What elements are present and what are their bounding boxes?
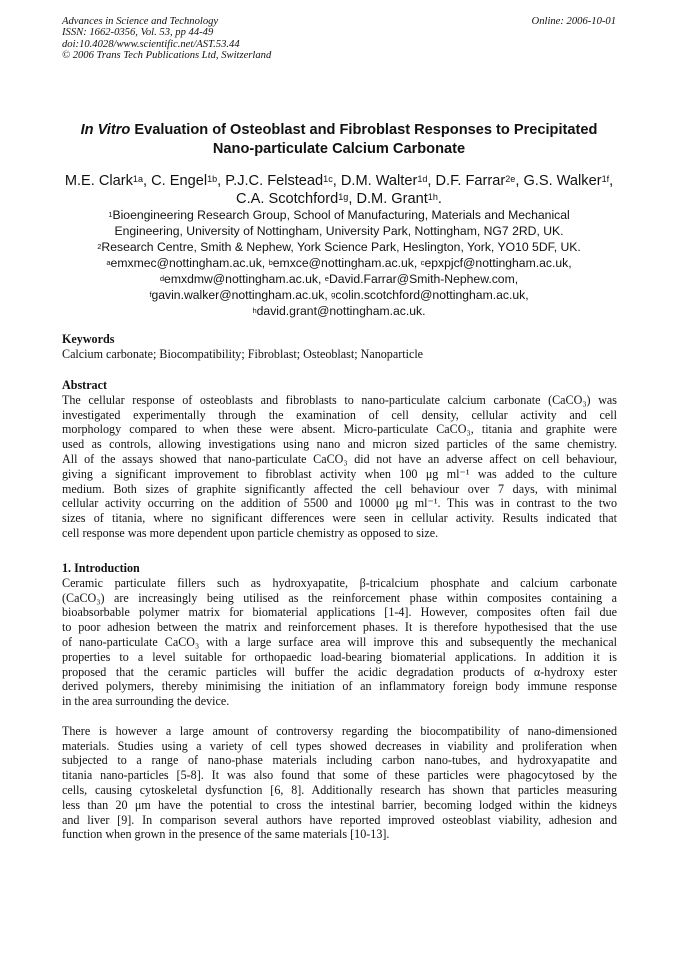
email-e[interactable]: David.Farrar@Smith-Nephew.com [328, 272, 515, 286]
intro-line: function when grown in the presence of the same materials [10-13]. [62, 827, 390, 842]
author-name: G.S. Walker [523, 173, 602, 189]
intro-line: There is however a large amount of controversy regarding the biocompatibility of nano-dimensioned [62, 723, 617, 738]
email-sup: e [324, 273, 329, 283]
intro-line: and liver [9]. In comparison several authors have reported improved osteoblast viability, adhesion and [62, 812, 617, 827]
issn: ISSN: 1662-0356, Vol. 53, pp 44-49 [62, 27, 214, 39]
email-d[interactable]: emxdmw@nottingham.ac.uk [164, 272, 318, 286]
intro-line: materials. Studies using a variety of cell types showed decreases in viability and proliferation when [62, 738, 617, 753]
paper-title [50, 121, 628, 159]
intro-line: (CaCO₃) are increasingly being utilised as the reinforcement phase within composites containing a [62, 590, 617, 605]
author-list: M.E. Clark$^{1a}$, C. Engel$^{1b}$, P.J.C. Felstead$^{1c}$, D.M. Walter$^{1d}$, D.F. Farrar$^{2e}$, G.S. Walker$^{1f}$, C.A. Scotchford$^{1g}$, D.M. Grant$^{1h}$. [64, 173, 614, 207]
email-a[interactable]: emxmec@nottingham.ac.uk [110, 256, 262, 270]
author-name: C.A. Scotchford [236, 191, 339, 207]
abstract-line: The cellular response of osteoblasts and fibroblasts to nano-particulate calcium carbonate (CaCO₃) was [62, 392, 617, 407]
email-sup: g [331, 289, 336, 299]
email-c[interactable]: epxpjcf@nottingham.ac.uk [424, 256, 569, 270]
author-name: D.M. Grant [356, 191, 428, 207]
abstract-line: cell response was more dependent upon particle chemistry as opposed to size. [62, 525, 439, 540]
intro-line: in the area surrounding the device. [62, 694, 230, 709]
introduction-heading: 1. Introduction [62, 561, 140, 575]
author-name: P.J.C. Felstead [225, 173, 324, 189]
intro-paragraph-2 [62, 724, 617, 842]
email-f[interactable]: gavin.walker@nottingham.ac.uk [151, 288, 325, 302]
affil-1-line1: Bioengineering Research Group, School of Manufacturing, Materials and Mechanical [112, 208, 570, 222]
abstract-heading: Abstract [62, 378, 108, 392]
affil-2-line1: Research Centre, Smith & Nephew, York Science Park, Heslington, York, YO10 5DF, UK. [101, 240, 581, 254]
abstract-line: investigated experimentally through the examination of cell density, cellular activity and cell [62, 407, 617, 422]
intro-line: bioabsorbable polymer matrix for biomaterial applications [1-4]. However, composites often fail due [62, 605, 617, 620]
keywords-text: Calcium carbonate; Biocompatibility; Fibroblast; Osteoblast; Nanoparticle [62, 346, 424, 361]
email-sup: c [420, 257, 425, 267]
title-italic: In Vitro [80, 122, 131, 138]
abstract-line: used as controls, allowing investigations using nano and micron sized particles of the same chemistry. [62, 437, 617, 452]
keywords-heading: Keywords [62, 332, 115, 346]
author-sup: 1f [601, 174, 610, 185]
doi[interactable]: doi:10.4028/www.scientific.net/AST.53.44 [62, 38, 240, 50]
title-line2: Nano-particulate Calcium Carbonate [212, 141, 466, 157]
intro-line: derived polymers, thereby minimising the initiation of an inflammatory foreign body immune response [62, 679, 617, 694]
author-sup: 1d [417, 174, 428, 185]
abstract-line: medium. Both sizes of graphite significantly affected the cell behaviour over 7 days, with minimal [62, 481, 617, 496]
abstract-line: morphology compared to when these were absent. Micro-particulate CaCO₃, titania and graphite were [62, 422, 617, 437]
copyright: © 2006 Trans Tech Publications Ltd, Switzerland [62, 50, 272, 62]
author-name: D.M. Walter [340, 173, 418, 189]
email-sup: d [159, 273, 165, 283]
introduction-section [62, 561, 617, 842]
title-line1: Evaluation of Osteoblast and Fibroblast Responses to Precipitated [130, 122, 598, 138]
affiliations: $^1$Bioengineering Research Group, School of Manufacturing, Materials and Mechanical Engineering, University of Nottingham, University Park, Nottingham, NG7 2RD, UK. $^2$Research Centre, Smith & Nephew, York Science Park, Heslington, York, YO10 5DF, UK. $^a$emxmec@nottingham.ac.uk, $^b$emxce@nottingham.ac.uk, $^c$epxpjcf@nottingham.ac.uk, $^d$emxdmw@nottingham.ac.uk, $^e$David.Farrar@Smith-Nephew.com, $^f$gavin.walker@nottingham.ac.uk, $^g$colin.scotchford@nottingham.ac.uk, $^h$david.grant@nottingham.ac.uk. [50, 207, 628, 319]
intro-line: to poor adhesion between the matrix and reinforcement phases. It is therefore hypothesised that the use [62, 620, 617, 635]
email-b[interactable]: emxce@nottingham.ac.uk [272, 256, 414, 270]
author-sup: 1c [323, 174, 333, 185]
email-g[interactable]: colin.scotchford@nottingham.ac.uk [335, 288, 526, 302]
email-sup: a [106, 257, 111, 267]
online-date: Online: 2006-10-01 [531, 16, 616, 27]
intro-line: cells, causing cytoskeletal dysfunction [6, 8]. Additionally research has shown that particles measuring [62, 782, 617, 797]
email-sup: f [149, 289, 152, 299]
journal-header [62, 16, 271, 62]
intro-paragraph-1 [62, 576, 617, 709]
intro-line: proposed that the ceramic particles will buffer the acidic degradation products of α-hydroxy ester [62, 664, 617, 679]
intro-line: subjected to a range of nano-phase materials including carbon nano-tubes, and hydroxyapatite and [62, 753, 617, 768]
author-sup: 1g [338, 192, 349, 203]
author-name: C. Engel [151, 173, 208, 189]
abstract-line: giving a significant improvement to fibroblast activity when 100 μg ml⁻¹ was added to the culture [62, 466, 617, 481]
affil-sup: 2 [97, 241, 102, 251]
intro-line: properties to a level suitable for orthopaedic load-bearing biomaterial applications. In addition it is [62, 649, 617, 664]
abstract-line: All of the assays showed that nano-particulate CaCO₃ did not have an adverse affect on cell behaviour, [62, 451, 617, 466]
author-name: D.F. Farrar [435, 173, 506, 189]
journal-name: Advances in Science and Technology [62, 16, 219, 27]
email-h[interactable]: david.grant@nottingham.ac.uk [256, 304, 423, 318]
abstract-line: cellular activity occurring on the addition of 5500 and 10000 μg ml⁻¹. This was in contrast to the two [62, 496, 617, 511]
email-sup: b [268, 257, 273, 267]
author-name: M.E. Clark [64, 173, 133, 189]
author-sup: 1h [427, 192, 438, 203]
keywords-section [62, 332, 617, 362]
affil-1-line2: Engineering, University of Nottingham, University Park, Nottingham, NG7 2RD, UK. [114, 224, 564, 238]
abstract-line: sizes of titania, where no significant differences were seen in cellular activity. Results indicated that [62, 511, 617, 526]
intro-line: Ceramic particulate fillers such as hydroxyapatite, β-tricalcium phosphate and calcium carbonate [62, 575, 617, 590]
author-sup: 1b [207, 174, 218, 185]
author-sup: 1a [132, 174, 143, 185]
abstract-section [62, 378, 617, 541]
affil-sup: 1 [108, 209, 113, 219]
intro-line: titania nano-particles [5-8]. It was also found that some of these particles were phagocytosed by the [62, 768, 617, 783]
email-sup: h [252, 305, 257, 315]
author-sup: 2e [505, 174, 516, 185]
intro-line: of nano-particulate CaCO₃ with a large surface area will improve this and subsequently the mechanical [62, 634, 617, 649]
intro-line: less than 20 μm have the potential to cross the intestinal barrier, becoming lodged within the kidneys [62, 797, 617, 812]
